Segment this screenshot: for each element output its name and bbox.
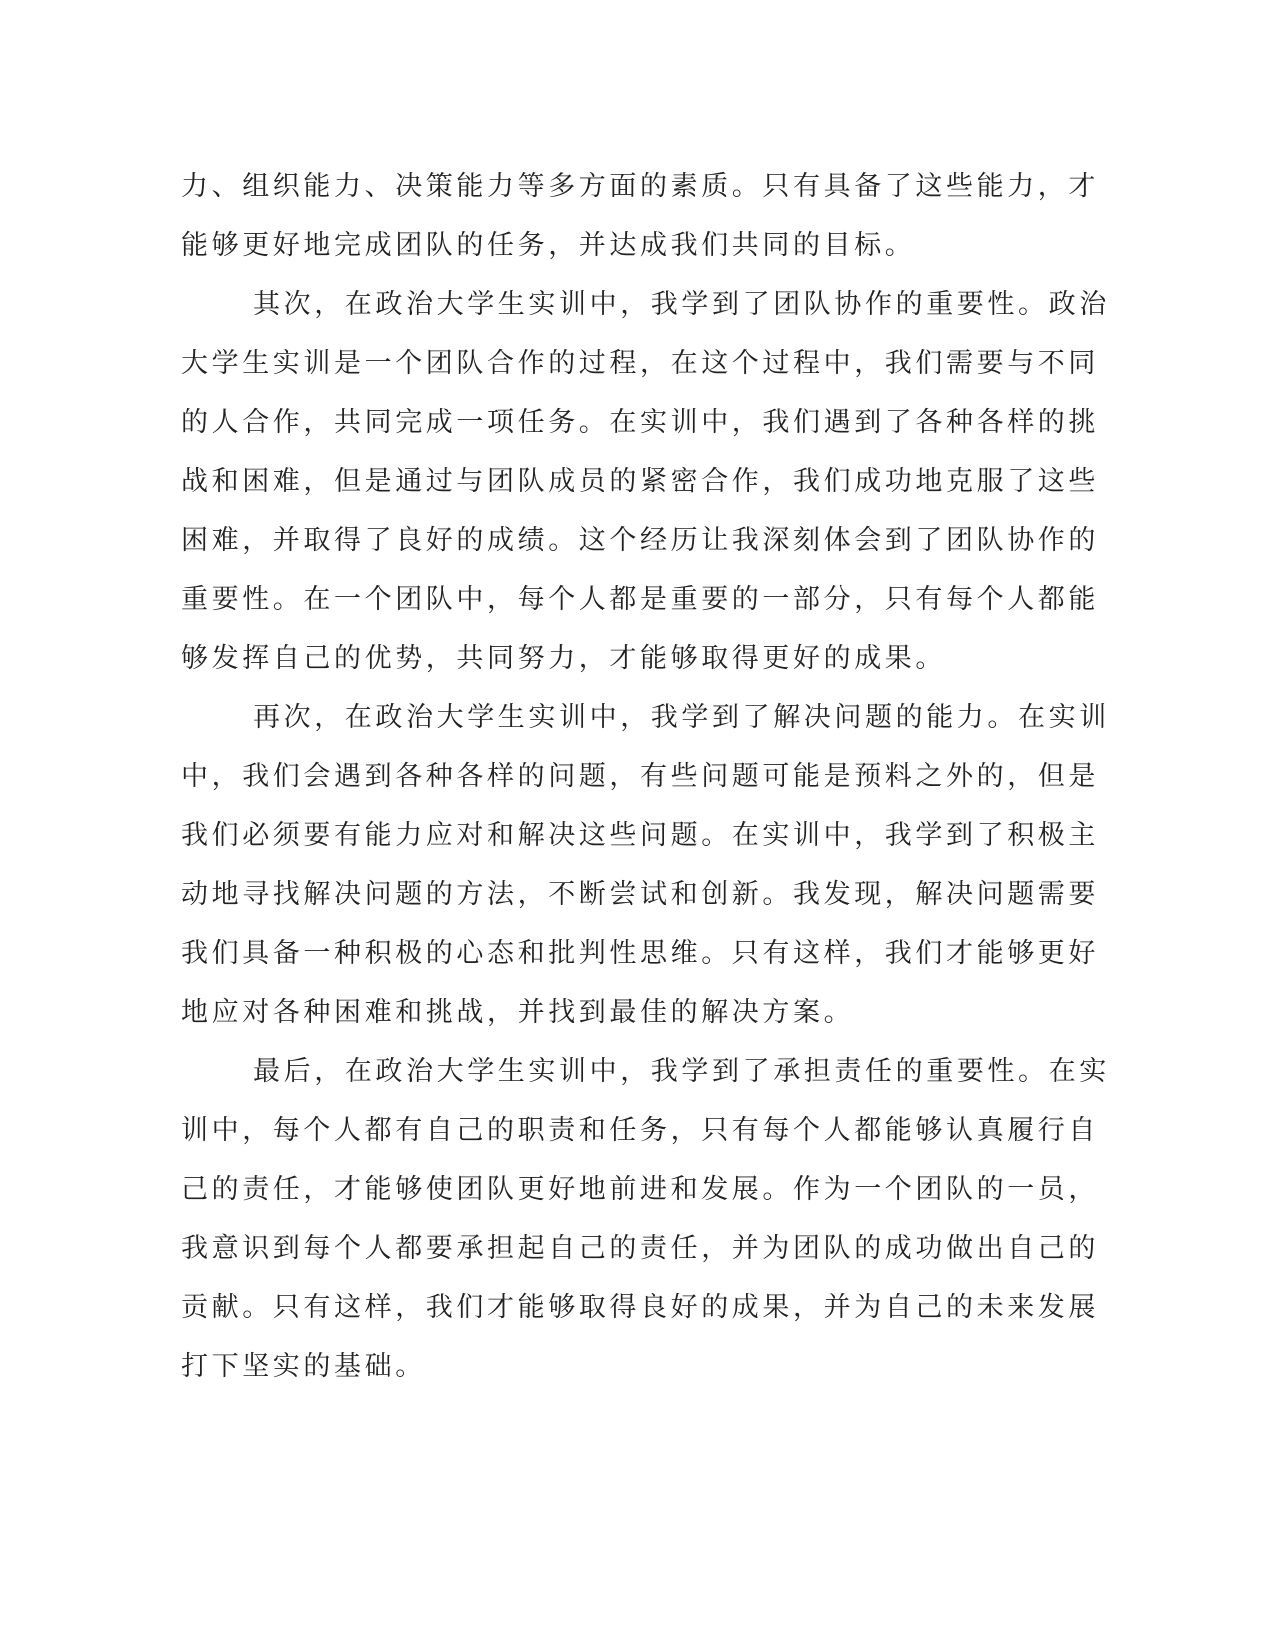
text-line: 打下坚实的基础。 (181, 1351, 426, 1382)
text-line: 动地寻找解决问题的方法，不断尝试和创新。我发现，解决问题需要 (181, 879, 1099, 910)
text-line: 困难，并取得了良好的成绩。这个经历让我深刻体会到了团队协作的 (181, 525, 1099, 556)
text-line: 己的责任，才能够使团队更好地前进和发展。作为一个团队的一员， (181, 1174, 1099, 1205)
paragraph-start-line: 最后，在政治大学生实训中，我学到了承担责任的重要性。在实 (253, 1056, 1110, 1087)
text-line: 够发挥自己的优势，共同努力，才能够取得更好的成果。 (181, 643, 946, 674)
text-line: 贡献。只有这样，我们才能够取得良好的成果，并为自己的未来发展 (181, 1292, 1099, 1323)
text-line: 力、组织能力、决策能力等多方面的素质。只有具备了这些能力，才 (181, 171, 1099, 202)
text-line: 能够更好地完成团队的任务，并达成我们共同的目标。 (181, 230, 916, 261)
text-line: 大学生实训是一个团队合作的过程，在这个过程中，我们需要与不同 (181, 348, 1099, 379)
text-line: 训中，每个人都有自己的职责和任务，只有每个人都能够认真履行自 (181, 1115, 1099, 1146)
text-line: 重要性。在一个团队中，每个人都是重要的一部分，只有每个人都能 (181, 584, 1099, 615)
text-line: 我们必须要有能力应对和解决这些问题。在实训中，我学到了积极主 (181, 820, 1099, 851)
text-line: 中，我们会遇到各种各样的问题，有些问题可能是预料之外的，但是 (181, 761, 1099, 792)
text-line: 地应对各种困难和挑战，并找到最佳的解决方案。 (181, 997, 855, 1028)
text-line: 我们具备一种积极的心态和批判性思维。只有这样，我们才能够更好 (181, 938, 1099, 969)
text-line: 我意识到每个人都要承担起自己的责任，并为团队的成功做出自己的 (181, 1233, 1099, 1264)
document-body (181, 157, 1110, 1396)
text-line: 的人合作，共同完成一项任务。在实训中，我们遇到了各种各样的挑 (181, 407, 1099, 438)
paragraph-start-line: 其次，在政治大学生实训中，我学到了团队协作的重要性。政治 (253, 289, 1110, 320)
paragraph-start-line: 再次，在政治大学生实训中，我学到了解决问题的能力。在实训 (253, 702, 1110, 733)
text-line: 战和困难，但是通过与团队成员的紧密合作，我们成功地克服了这些 (181, 466, 1099, 497)
